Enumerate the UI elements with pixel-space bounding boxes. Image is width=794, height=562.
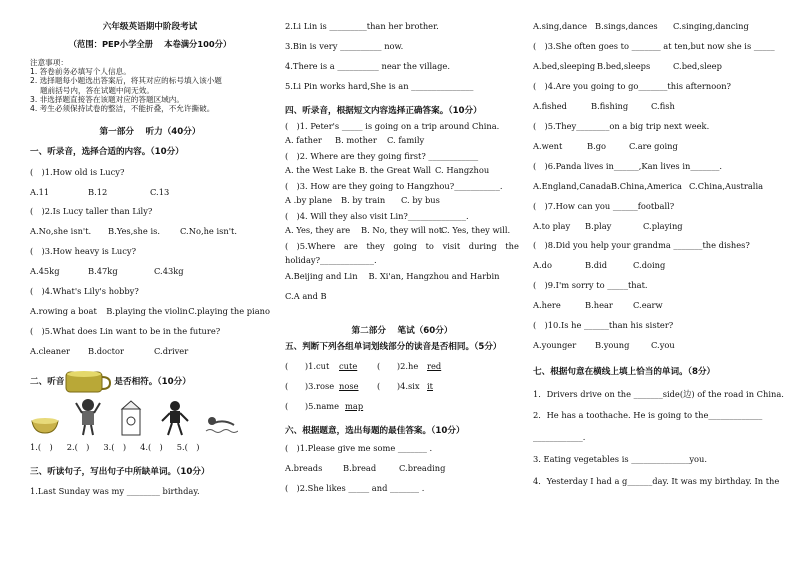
option-row — [533, 301, 773, 311]
part1-heading: 第一部分 听力（40分） — [99, 126, 201, 137]
question-text: ( )3. How are they going to Hangzhou?___________. — [285, 180, 503, 191]
question-text: ( )1.Please give me some _______ . — [285, 443, 433, 454]
section6-heading: 六、根据题意，选出每题的最佳答案。（10分） — [285, 426, 465, 437]
exam-title: 六年级英语期中阶段考试 — [102, 22, 198, 32]
section3-heading: 三、听读句子，写出句子中所缺单词。（10分） — [30, 467, 210, 478]
answer-blank[interactable]: 4.( ) — [140, 442, 163, 453]
fill-item: 3.Bin is very __________ now. — [285, 40, 404, 51]
question-text: ( )8.Did you help your grandma _______the dishes? — [533, 240, 750, 251]
option-b: B.fishing — [591, 100, 629, 111]
note-line: 题前括号内，答在试题中间无效。 — [30, 85, 154, 95]
option-b: B.Yes,she is. — [108, 226, 160, 237]
option-a: A.younger — [533, 340, 577, 351]
option-b: B.12 — [88, 186, 108, 197]
question-text: ( )2.She likes _____ and _______ . — [285, 483, 425, 494]
word: they — [366, 240, 385, 251]
option-a: A.rowing a boat — [30, 306, 97, 317]
section2-heading-row — [30, 369, 270, 395]
option-row — [533, 142, 773, 152]
option-c: C.breading — [399, 463, 446, 474]
option-a: A.England,Canada — [533, 180, 612, 191]
option-b: B.did — [585, 260, 608, 271]
phonics-row — [285, 382, 519, 392]
option-b: B.play — [585, 220, 612, 231]
option-a: A.to play — [533, 220, 571, 231]
option-a: A.11 — [30, 186, 50, 197]
question-item — [30, 327, 270, 357]
option-c: C.are going — [629, 140, 678, 151]
question-text: ( )5.What does Lin want to be in the future? — [30, 326, 221, 337]
option-b: B. mother — [335, 135, 377, 146]
question-text: ( )9.I'm sorry to _____that. — [533, 280, 648, 291]
fill-item: 4．Yesterday I had a g______day. It was my birthday. In the — [533, 476, 780, 487]
option-b: B. the Great Wall — [359, 164, 432, 175]
option-b: B.sings,dances — [595, 21, 658, 31]
option-row — [30, 227, 270, 237]
fill-item: 1.Last Sunday was my ________ birthday. — [30, 486, 200, 497]
option-row — [30, 307, 270, 317]
question-text: ( )1. Peter's _____ is going on a trip around China. — [285, 121, 500, 132]
option-row — [533, 102, 773, 112]
phonics-item: ( )1.cut — [285, 361, 330, 372]
option-a: A.here — [533, 300, 561, 311]
note-line: 4. 考生必须保持试卷的整洁，不能折叠，不允许撕破。 — [30, 103, 215, 113]
option-b: B.doctor — [88, 346, 124, 357]
question-text: ( )3.How heavy is Lucy? — [30, 246, 137, 257]
option-b: B.hear — [585, 300, 613, 311]
option-b: B.playing the violin — [106, 306, 188, 317]
question-item — [30, 207, 270, 237]
option-a: A. father — [285, 135, 322, 146]
answer-blank[interactable]: 2.( ) — [66, 442, 90, 453]
option-row — [30, 347, 270, 357]
option-c: C. by bus — [401, 194, 440, 205]
phonics-word: red — [427, 361, 442, 372]
phonics-word: map — [345, 401, 364, 412]
word: to — [425, 240, 434, 251]
option-c: C.driver — [154, 346, 189, 357]
picture-row — [30, 395, 270, 437]
option-row — [533, 222, 773, 232]
fill-item: 2．He has a toothache. He is going to the_____________ — [533, 410, 763, 421]
option-row — [533, 22, 773, 32]
option-c: C.doing — [633, 260, 666, 271]
option-a: A. Yes, they are — [285, 224, 351, 235]
section2-heading-a: 二、听音 — [30, 376, 65, 387]
question-text: ( )1.How old is Lucy? — [30, 166, 125, 177]
question-text: ( )3.She often goes to _______ at ten,but now she is _____ — [533, 40, 775, 51]
question-text: ( )4. Will they also visit Lin?______________. — [285, 210, 469, 221]
option-b: B.China,America — [611, 180, 682, 191]
option-b: B.young — [595, 340, 630, 351]
question-item — [30, 247, 270, 277]
phonics-word: cute — [339, 361, 358, 372]
fill-item-cont: ____________. — [533, 432, 586, 443]
phonics-item: ( )2.he — [377, 361, 419, 372]
option-row — [533, 261, 773, 271]
option-c: C.you — [651, 340, 675, 351]
section5-heading: 五、判断下列各组单词划线部分的读音是否相同。（5分） — [285, 341, 502, 352]
word: during — [468, 240, 497, 251]
question-text — [285, 242, 519, 252]
fill-item: 2.Li Lin is _________than her brother. — [285, 21, 439, 31]
option-c: C.singing,dancing — [673, 21, 749, 31]
question-text: ( )5.They________on a big trip next week. — [533, 120, 710, 131]
option-b: B.go — [587, 140, 607, 151]
option-a: A.bed,sleeping — [533, 60, 596, 71]
listening-answer-row — [30, 443, 270, 453]
phonics-row — [285, 362, 519, 372]
milk-carton-icon — [116, 399, 146, 437]
option-a: A.45kg — [30, 266, 60, 277]
option-a: A.No,she isn't. — [30, 226, 92, 237]
column-right — [533, 21, 784, 487]
tea-bowl-icon — [30, 413, 60, 437]
note-line: 2. 选择题每小题选出答案后，将其对应的标号填入该小题 — [30, 76, 222, 86]
answer-blank[interactable]: 5.( ) — [176, 442, 200, 453]
question-text: ( )2. Where are they going first? ____________ — [285, 151, 479, 162]
option-a: A.do — [533, 260, 552, 271]
question-item — [30, 287, 270, 317]
option-row — [285, 166, 519, 176]
option-b: B. No, they will not. — [361, 224, 445, 235]
option-a: A.fished — [533, 100, 567, 111]
option-b: B.bread — [343, 463, 377, 474]
option-a: A.breads — [285, 463, 323, 474]
question-text: ( )4.What's Lily's hobby? — [30, 286, 139, 297]
word: the — [505, 240, 519, 251]
fill-item: 1．Drivers drive on the _______side(边) of the road in China. — [533, 388, 784, 399]
option-row: A.Beijing and Lin B. Xi'an, Hangzhou and Harbin — [285, 270, 500, 281]
option-b: B. by train — [341, 194, 386, 205]
phonics-word: nose — [339, 381, 359, 392]
answer-blank[interactable]: 1.( ) — [30, 442, 53, 453]
question-text: ( )6.Panda lives in______,Kan lives in_______. — [533, 160, 723, 171]
option-c: C.China,Australia — [689, 180, 764, 191]
option-row — [285, 226, 519, 236]
fill-item: 4.There is a __________ near the village. — [285, 60, 450, 71]
option-c: C.No,he isn't. — [180, 226, 237, 237]
question-text-cont: holiday?_____________. — [285, 254, 377, 265]
option-c: C.earw — [633, 300, 663, 311]
answer-blank[interactable]: 3.( ) — [103, 442, 127, 453]
option-row — [30, 267, 270, 277]
section4-heading: 四、听录音，根据短文内容选择正确答案。（10分） — [285, 105, 482, 116]
girl-swimming-icon — [74, 397, 102, 437]
option-c: C.playing the piano — [188, 306, 270, 317]
word: are — [343, 240, 358, 251]
question-text: ( )4.Are you going to go_______this afternoon? — [533, 80, 731, 91]
question-text: ( )2.Is Lucy taller than Lily? — [30, 206, 153, 217]
word: going — [393, 240, 417, 251]
option-row — [285, 196, 519, 206]
option-c: C. Yes, they will. — [441, 224, 511, 235]
option-c: C.fish — [651, 100, 675, 111]
word: visit — [442, 240, 461, 251]
option-a: A.cleaner — [30, 346, 71, 357]
section1-heading: 一、听录音，选择合适的内容。（10分） — [30, 147, 184, 158]
note-line: 1. 答卷前务必填写个人信息。 — [30, 67, 131, 77]
option-a: A.went — [533, 140, 563, 151]
option-row — [285, 136, 519, 146]
option-row — [30, 188, 270, 198]
fill-item: 3. Eating vegetables is ______________you. — [533, 454, 707, 465]
phonics-item: ( )3.rose — [285, 381, 335, 392]
question-text: ( )7.How can you ______football? — [533, 200, 675, 211]
option-row: C.A and B — [285, 290, 327, 301]
option-row — [533, 341, 773, 351]
swimmer-icon — [204, 413, 238, 437]
option-a: A .by plane — [285, 194, 333, 205]
note-line: 3. 非选择题直接答在该题对应的答题区域内。 — [30, 94, 184, 104]
section2-heading-b: 是否相符。（10分） — [114, 376, 191, 387]
phonics-item: ( )4.six — [377, 381, 420, 392]
option-c: C.43kg — [154, 266, 184, 277]
column-middle — [285, 22, 519, 494]
option-b: B.47kg — [88, 266, 118, 277]
phonics-item: ( )5.name — [285, 401, 340, 412]
word: ( )5.Where — [285, 240, 336, 251]
dancer-icon — [160, 399, 190, 437]
option-row — [533, 182, 773, 192]
question-text: ( )10.Is he ______than his sister? — [533, 320, 674, 331]
option-row — [533, 62, 773, 72]
fill-item: 5.Li Pin works hard,She is an _______________ — [285, 80, 474, 91]
option-a: A. the West Lake — [285, 164, 356, 175]
option-c: C.playing — [643, 220, 683, 231]
option-c: C. family — [387, 135, 425, 146]
phonics-row — [285, 402, 519, 412]
phonics-word: it — [427, 381, 433, 392]
section7-heading: 七、根据句意在横线上填上恰当的单词。（8分） — [533, 367, 716, 378]
tea-cup-icon — [64, 369, 114, 395]
option-c: C.bed,sleep — [673, 60, 722, 71]
option-c: C.13 — [150, 186, 170, 197]
option-c: C. Hangzhou — [435, 164, 490, 175]
column-left — [30, 22, 270, 497]
part2-heading: 第二部分 笔试（60分） — [351, 325, 453, 336]
question-item — [30, 168, 270, 198]
notes-title: 注意事项： — [30, 58, 68, 68]
exam-subtitle: （范围：PEP小学全册 本卷满分100分） — [68, 39, 232, 50]
option-row — [285, 464, 519, 474]
option-b: B.bed,sleeps — [597, 60, 651, 71]
option-a: A.sing,dance — [533, 21, 587, 31]
